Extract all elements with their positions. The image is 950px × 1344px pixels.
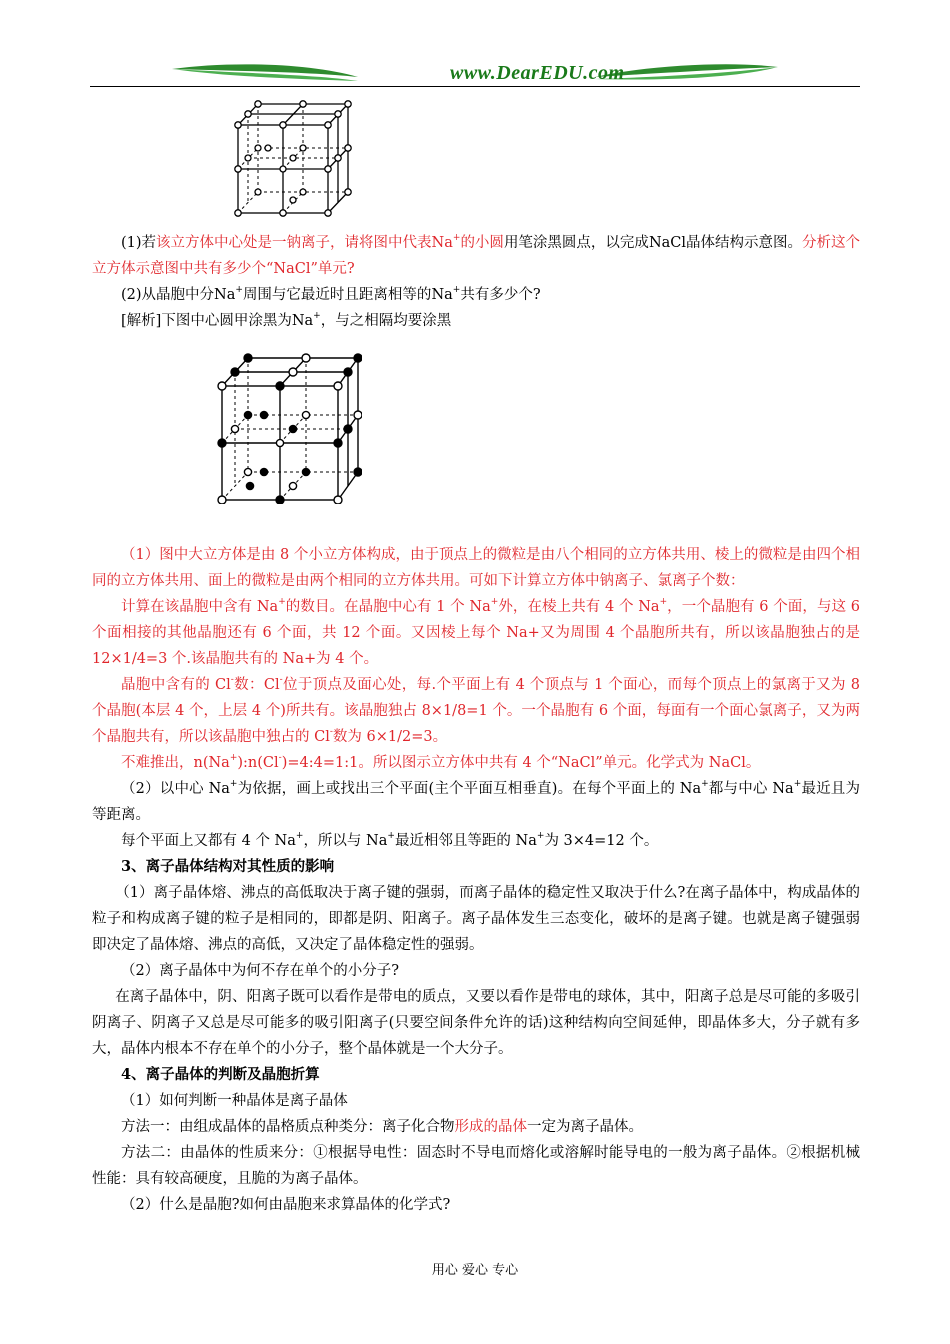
section-4-paragraph-1: （1）如何判断一种晶体是离子晶体: [121, 1093, 348, 1109]
nacl-cube-diagram-filled: [212, 350, 362, 504]
section-3-heading: 3、离子晶体结构对其性质的影响: [121, 858, 335, 875]
section-4-paragraph-2: 方法一：由组成晶体的晶格质点种类分：离子化合物形成的晶体一定为离子晶体。: [121, 1119, 643, 1135]
section-3-paragraph-1: （1）离子晶体熔、沸点的高低取决于离子键的强弱，而离子晶体的稳定性又取决于什么?在离子晶体中，构成晶体的粒子和构成离子键的粒子是相同的，即都是阴、阳离子。离子晶体发生三态变化，破坏的是离子键。也就是离子键强弱即决定了晶体熔、沸点的高低，又决定了晶体稳定性的强弱。: [92, 885, 860, 953]
page-footer: 用心 爱心 专心: [431, 1263, 519, 1278]
question-block: [92, 230, 860, 334]
explanation-paragraph-1: （1）图中大立方体是由 8 个小立方体构成，由于顶点上的微粒是由八个相同的立方体共用、棱上的微粒是由四个相同的立方体共用、面上的微粒是由两个相同的立方体共用。可如下计算立方体中钠离子、氯离子个数：: [92, 547, 860, 589]
question-2: (2)从晶胞中分Na+周围与它最近时且距离相等的Na+共有多少个?: [121, 285, 541, 303]
analysis-intro: [解析]下图中心圆甲涂黑为Na+，与之相隔均要涂黑: [121, 311, 452, 329]
section-4-paragraph-4: （2）什么是晶胞?如何由晶胞来求算晶体的化学式?: [121, 1197, 451, 1213]
section-4-paragraph-3: 方法二：由晶体的性质来分：①根据导电性：固态时不导电而熔化或溶解时能导电的一般为离子晶体。②根据机械性能：具有较高硬度，且脆的为离子晶体。: [92, 1145, 860, 1187]
section-3-paragraph-2: （2）离子晶体中为何不存在单个的小分子?: [121, 963, 399, 979]
explanation-paragraph-2: 计算在该晶胞中含有 Na+的数目。在晶胞中心有 1 个 Na+外，在棱上共有 4 个 Na+，一个晶胞有 6 个面，与这 6 个面相接的其他晶胞还有 6 个面，共 12 个面。又因棱上每个 Na+又为周围 4 个晶胞所共有，所以该晶胞独占的是 12×1/4=3 个.该晶胞共有的 Na+为 4 个。: [92, 597, 860, 667]
header-rule: [90, 86, 860, 87]
explanation-paragraph-5: （2）以中心 Na+为依据，画上或找出三个平面(主个平面互相垂直)。在每个平面上的 Na+都与中心 Na+最近且为等距离。: [92, 779, 860, 823]
section-4-heading: 4、离子晶体的判断及晶胞折算: [121, 1066, 320, 1083]
explanation-paragraph-3: 晶胞中含有的 Cl-数：Cl-位于顶点及面心处，每.个平面上有 4 个顶点与 1 个面心，而每个顶点上的氯离于又为 8 个晶胞(本层 4 个，上层 4 个)所共有。该晶胞独占 8×1/8=1 个。一个晶胞有 6 个面，每面有一个面心氯离子，又为两个晶胞共有，所以该晶胞中独占的 Cl-数为 6×1/2=3。: [92, 675, 861, 745]
explanation-block: [92, 542, 860, 1218]
nacl-cube-diagram-empty: [228, 100, 358, 218]
site-url: www.DearEDU.com: [450, 62, 625, 84]
explanation-paragraph-6: 每个平面上又都有 4 个 Na+，所以与 Na+最近相邻且等距的 Na+为 3×4=12 个。: [121, 831, 659, 849]
question-1: (1)若该立方体中心处是一钠离子，请将图中代表Na+的小圆用笔涂黑圆点，以完成NaCl晶体结构示意图。分析这个立方体示意图中共有多少个“NaCl”单元?: [92, 233, 861, 277]
page-header: [90, 55, 860, 91]
explanation-paragraph-4: 不难推出，n(Na+):n(Cl-)=4:4=1:1。所以图示立方体中共有 4 个“NaCl”单元。化学式为 NaCl。: [121, 753, 761, 771]
section-3-paragraph-3: 在离子晶体中，阴、阳离子既可以看作是带电的质点，又要以看作是带电的球体，其中，阳离子总是尽可能的多吸引阴离子、阴离子又总是尽可能多的吸引阳离子(只要空间条件允许的话)这种结构向空间延伸，即晶体多大，分子就有多大，晶体内根本不存在单个的小分子，整个晶体就是一个大分子。: [92, 989, 860, 1057]
